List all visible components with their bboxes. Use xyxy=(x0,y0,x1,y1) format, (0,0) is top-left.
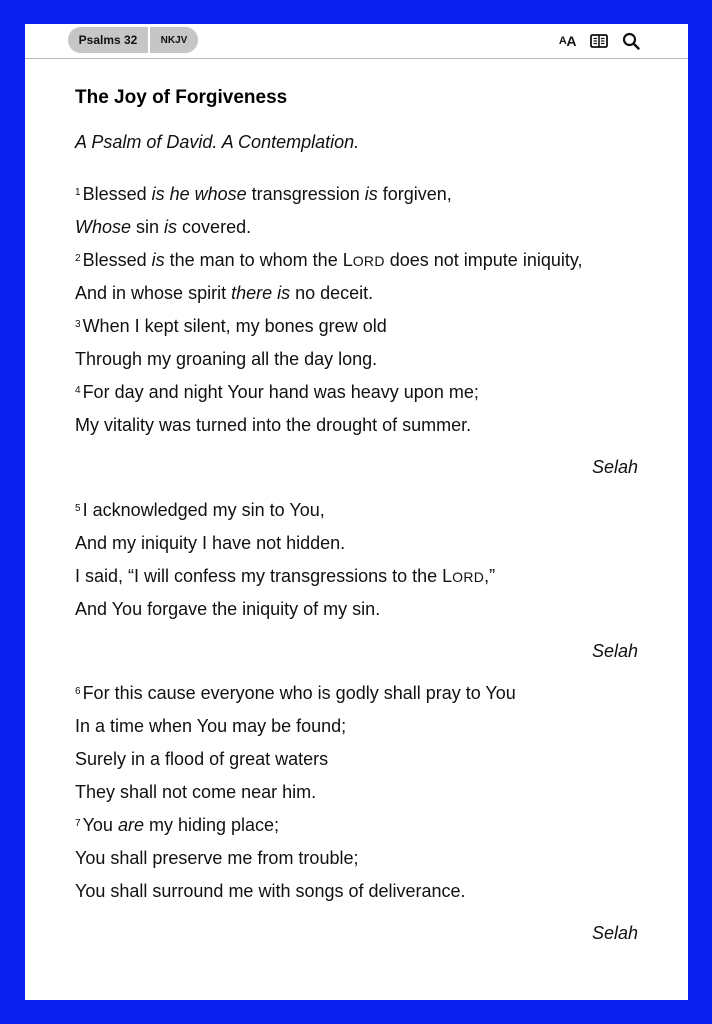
verse-line: $^7$ You are my hiding place; xyxy=(75,815,280,835)
toolbar-actions xyxy=(559,30,640,52)
reader-window xyxy=(25,24,688,1000)
passage-heading: The Joy of Forgiveness xyxy=(75,87,288,108)
toolbar xyxy=(25,24,688,59)
verse-line: $^4$ For day and night Your hand was heavy upon me; xyxy=(75,382,479,402)
search-icon[interactable] xyxy=(622,30,640,52)
verse-line: My vitality was turned into the drought of summer. xyxy=(75,415,472,435)
book-icon[interactable] xyxy=(590,30,608,52)
passage-selector xyxy=(68,27,198,53)
verse-number: 2 xyxy=(75,253,81,264)
verse-line: $^5$ I acknowledged my sin to You, xyxy=(75,500,325,520)
version-button[interactable]: NKJV xyxy=(150,27,198,53)
book-chapter-button[interactable]: Psalms 32 xyxy=(68,27,150,53)
text-size-icon[interactable]: A A xyxy=(558,33,576,49)
verse-line: Through my groaning all the day long. xyxy=(75,349,378,369)
verse-line: You shall surround me with songs of deliverance. xyxy=(75,881,466,901)
verse-line: $^6$ For this cause everyone who is godly shall pray to You xyxy=(75,683,516,703)
verse-line: I said, “I will confess my transgressions to the LORD,” xyxy=(75,566,496,586)
selah-marker: Selah xyxy=(591,923,638,943)
verse-line: They shall not come near him. xyxy=(75,782,317,802)
verse-number: 3 xyxy=(75,319,81,330)
verse-line: In a time when You may be found; xyxy=(75,716,347,736)
verse-number: 6 xyxy=(75,686,81,697)
verse-line: Whose sin is covered. xyxy=(75,217,252,237)
selah-marker: Selah xyxy=(591,457,638,477)
verse-number: 7 xyxy=(75,818,81,829)
verse-line: $^3$ When I kept silent, my bones grew old xyxy=(75,316,387,336)
verse-number: 1 xyxy=(75,187,81,198)
verse-line: $^1$ Blessed is he whose transgression is forgiven, xyxy=(75,184,452,204)
selah-marker: Selah xyxy=(591,641,638,661)
verse-number: 5 xyxy=(75,503,81,514)
verse-line: $^2$ Blessed is the man to whom the LORD does not impute iniquity, xyxy=(75,250,583,270)
verse-line: And in whose spirit there is no deceit. xyxy=(75,283,374,303)
verse-line: You shall preserve me from trouble; xyxy=(75,848,359,868)
psalm-superscription: A Psalm of David. A Contemplation. xyxy=(75,132,360,152)
verse-line: Surely in a flood of great waters xyxy=(75,749,329,769)
verse-number: 4 xyxy=(75,385,81,396)
verse-line: And You forgave the iniquity of my sin. xyxy=(75,599,381,619)
verse-line: And my iniquity I have not hidden. xyxy=(75,533,346,553)
